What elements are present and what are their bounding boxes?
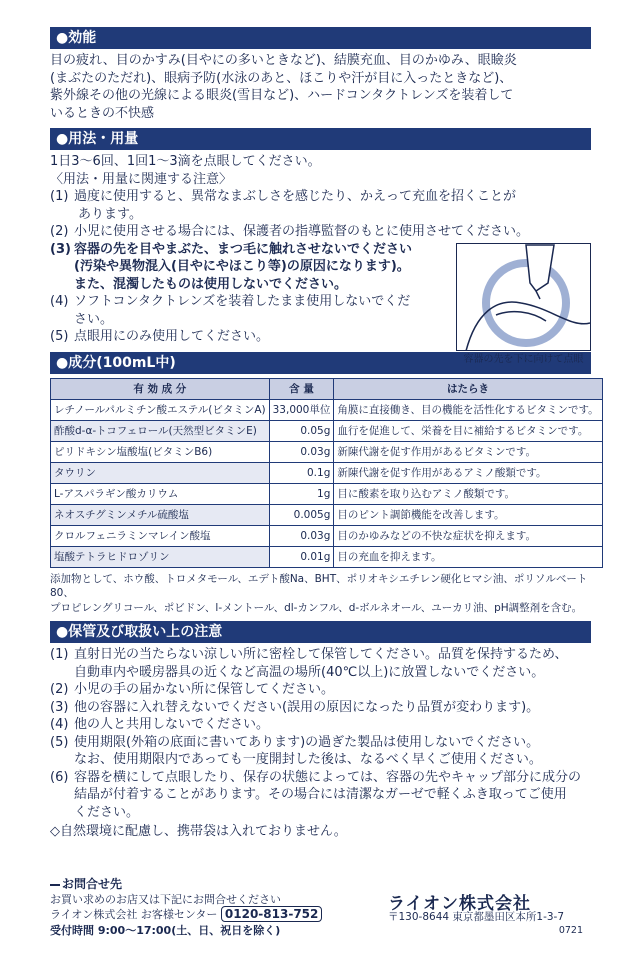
item-number: (5) <box>50 329 69 344</box>
storage-item <box>50 734 591 769</box>
additives-line: プロピレングリコール、ポビドン、l-メントール、dl-カンフル、d-ボルネオール、ユーカリ油、pH調整剤を含む。 <box>50 601 583 614</box>
eye-drop-illustration <box>456 243 591 351</box>
table-row <box>51 399 603 420</box>
table-row <box>51 504 603 525</box>
item-text <box>74 734 591 769</box>
ingredient-function: 目のピント調節機能を改善します。 <box>334 504 602 525</box>
item-line: ソフトコンタクトレンズを装着したまま使用しないでくだ <box>74 294 411 309</box>
ingredient-amount: 0.03g <box>269 441 334 462</box>
ingredient-amount: 1g <box>269 483 334 504</box>
contact-desk: ライオン株式会社 お客様センター <box>50 908 218 921</box>
ingredient-name: ネオスチグミンメチル硫酸塩 <box>51 504 270 525</box>
additives-line: 添加物として、ホウ酸、トロメタモール、エデト酸Na、BHT、ポリオキシエチレン硬化ヒマシ油、ポリソルベート80、 <box>50 572 588 599</box>
efficacy-line: 目の疲れ、目のかすみ(目やにの多いときなど)、結膜充血、目のかゆみ、眼瞼炎 <box>50 53 517 68</box>
column-header: はたらき <box>334 378 602 399</box>
item-line: なお、使用期限内であっても一度開封した後は、なるべく早くご使用ください。 <box>74 752 542 767</box>
ingredient-name: ピリドキシン塩酸塩(ビタミンB6) <box>51 441 270 462</box>
additives-text <box>50 572 591 616</box>
item-line: 直射日光の当たらない涼しい所に密栓して保管してください。品質を保持するため、 <box>74 647 568 662</box>
item-line: 結晶が付着することがあります。その場合には清潔なガーゼで軽くふき取ってご使用 <box>74 787 567 802</box>
ingredient-name: L-アスパラギン酸カリウム <box>51 483 270 504</box>
ingredient-function: 角膜に直接働き、目の機能を活性化するビタミンです。 <box>334 399 602 420</box>
ingredient-function: 新陳代謝を促す作用があるアミノ酸類です。 <box>334 462 602 483</box>
efficacy-header: ●効能 <box>50 27 591 49</box>
item-line: 使用期限(外箱の底面に書いてあります)の過ぎた製品は使用しないでください。 <box>74 734 540 750</box>
usage-notes-title: 〈用法・用量に関連する注意〉 <box>50 171 233 187</box>
ingredient-name: 塩酸テトラヒドロゾリン <box>51 546 270 567</box>
efficacy-line: いるときの不快感 <box>50 105 155 121</box>
table-row <box>51 462 603 483</box>
item-text <box>74 769 591 822</box>
ingredient-name: タウリン <box>51 462 270 483</box>
contact-title: お問合せ先 <box>50 875 591 892</box>
table-row <box>51 546 603 567</box>
item-text: 点眼用にのみ使用してください。 <box>74 329 270 344</box>
item-text: 他の容器に入れ替えないでください(誤用の原因になったり品質が変わります)。 <box>74 699 540 715</box>
storage-item <box>50 769 591 822</box>
contact-hours: 受付時間 9:00～17:00(土、日、祝日を除く) <box>50 924 281 937</box>
item-number: (3) <box>50 699 69 715</box>
item-text <box>74 188 591 223</box>
usage-item <box>50 188 591 223</box>
ingredient-amount: 0.1g <box>269 462 334 483</box>
item-text: 他の人と共用しないでください。 <box>74 717 270 732</box>
storage-header: ●保管及び取扱い上の注意 <box>50 621 591 643</box>
item-line: (汚染や異物混入(目やにやほこり等)の原因になります)。 <box>74 259 410 274</box>
storage-section <box>50 646 591 841</box>
phone-number: 0120-813-752 <box>221 906 322 922</box>
item-line: 自動車内や暖房器具の近くなど高温の場所(40℃以上)に放置しないでください。 <box>74 664 545 680</box>
ingredient-name: レチノールパルミチン酸エステル(ビタミンA) <box>51 399 270 420</box>
item-line: あります。 <box>78 206 142 222</box>
item-line: 過度に使用すると、異常なまぶしさを感じたり、かえって充血を招くことが <box>74 189 517 204</box>
column-header: 含 量 <box>269 378 334 399</box>
ingredients-header: ●成分(100mL中) <box>50 352 591 374</box>
table-row <box>51 441 603 462</box>
ingredient-amount: 0.05g <box>269 420 334 441</box>
ingredient-name: クロルフェニラミンマレイン酸塩 <box>51 525 270 546</box>
item-line: 容器を横にして点眼したり、保存の状態によっては、容器の先やキャップ部分に成分の <box>74 769 582 785</box>
storage-item <box>50 699 591 717</box>
item-line: また、混濁したものは使用しないでください。 <box>74 276 348 292</box>
usage-header: ●用法・用量 <box>50 128 591 150</box>
item-number: (5) <box>50 734 69 750</box>
ingredient-function: 血行を促進して、栄養を目に補給するビタミンです。 <box>334 420 602 441</box>
ingredient-amount: 0.01g <box>269 546 334 567</box>
company-name: ライオン株式会社 <box>388 894 531 914</box>
storage-item <box>50 681 591 699</box>
company-address: 〒130-8644 東京都墨田区本所1-3-7 <box>388 911 565 923</box>
ingredient-amount: 0.005g <box>269 504 334 525</box>
table-header-row <box>51 378 603 399</box>
item-line: さい。 <box>74 311 114 327</box>
lot-code: 0721 <box>558 925 583 936</box>
item-number: (1) <box>50 189 69 204</box>
storage-item <box>50 646 591 681</box>
ingredient-amount: 0.03g <box>269 525 334 546</box>
storage-item <box>50 716 591 734</box>
item-text <box>74 646 591 681</box>
item-number: (1) <box>50 647 69 662</box>
item-text: 小児の手の届かない所に保管してください。 <box>74 682 335 697</box>
ingredient-function: 目の充血を抑えます。 <box>334 546 602 567</box>
item-number: (4) <box>50 717 69 732</box>
table-row <box>51 525 603 546</box>
contact-instruction: お買い求めのお店又は下記にお問合せください <box>50 893 281 906</box>
usage-dosage: 1日3～6回、1回1～3滴を点眼してください。 <box>50 154 321 169</box>
efficacy-line: (まぶたのただれ)、眼病予防(水泳のあと、ほこりや汗が目に入ったときなど)、 <box>50 70 513 86</box>
item-text: 小児に使用させる場合には、保護者の指導監督のもとに使用させてください。 <box>74 224 530 239</box>
ingredient-name: 酢酸d-α-トコフェロール(天然型ビタミンE) <box>51 420 270 441</box>
ingredient-amount: 33,000単位 <box>269 399 334 420</box>
ingredients-table <box>50 378 603 568</box>
item-number: (3) <box>50 241 71 257</box>
item-number: (2) <box>50 682 69 697</box>
item-number: (6) <box>50 769 69 785</box>
ingredient-function: 目のかゆみなどの不快な症状を抑えます。 <box>334 525 602 546</box>
table-row <box>51 483 603 504</box>
table-row <box>51 420 603 441</box>
item-line: ください。 <box>74 804 140 820</box>
contact-section <box>50 875 591 938</box>
efficacy-line: 紫外線その他の光線による眼炎(雪目など)、ハードコンタクトレンズを装着して <box>50 88 514 103</box>
item-number: (4) <box>50 294 69 309</box>
leaflet-page <box>50 27 599 841</box>
ingredient-function: 新陳代謝を促す作用があるビタミンです。 <box>334 441 602 462</box>
usage-item <box>50 223 591 241</box>
illustration-caption: 容器の先を下に向けて点眼 <box>463 354 584 365</box>
item-number: (2) <box>50 224 69 239</box>
eco-note: ◇自然環境に配慮し、携帯袋は入れておりません。 <box>50 824 347 839</box>
column-header: 有 効 成 分 <box>51 378 270 399</box>
ingredient-function: 目に酸素を取り込むアミノ酸類です。 <box>334 483 602 504</box>
item-line: 容器の先を目やまぶた、まつ毛に触れさせないでください <box>74 241 413 257</box>
efficacy-text <box>50 52 591 122</box>
